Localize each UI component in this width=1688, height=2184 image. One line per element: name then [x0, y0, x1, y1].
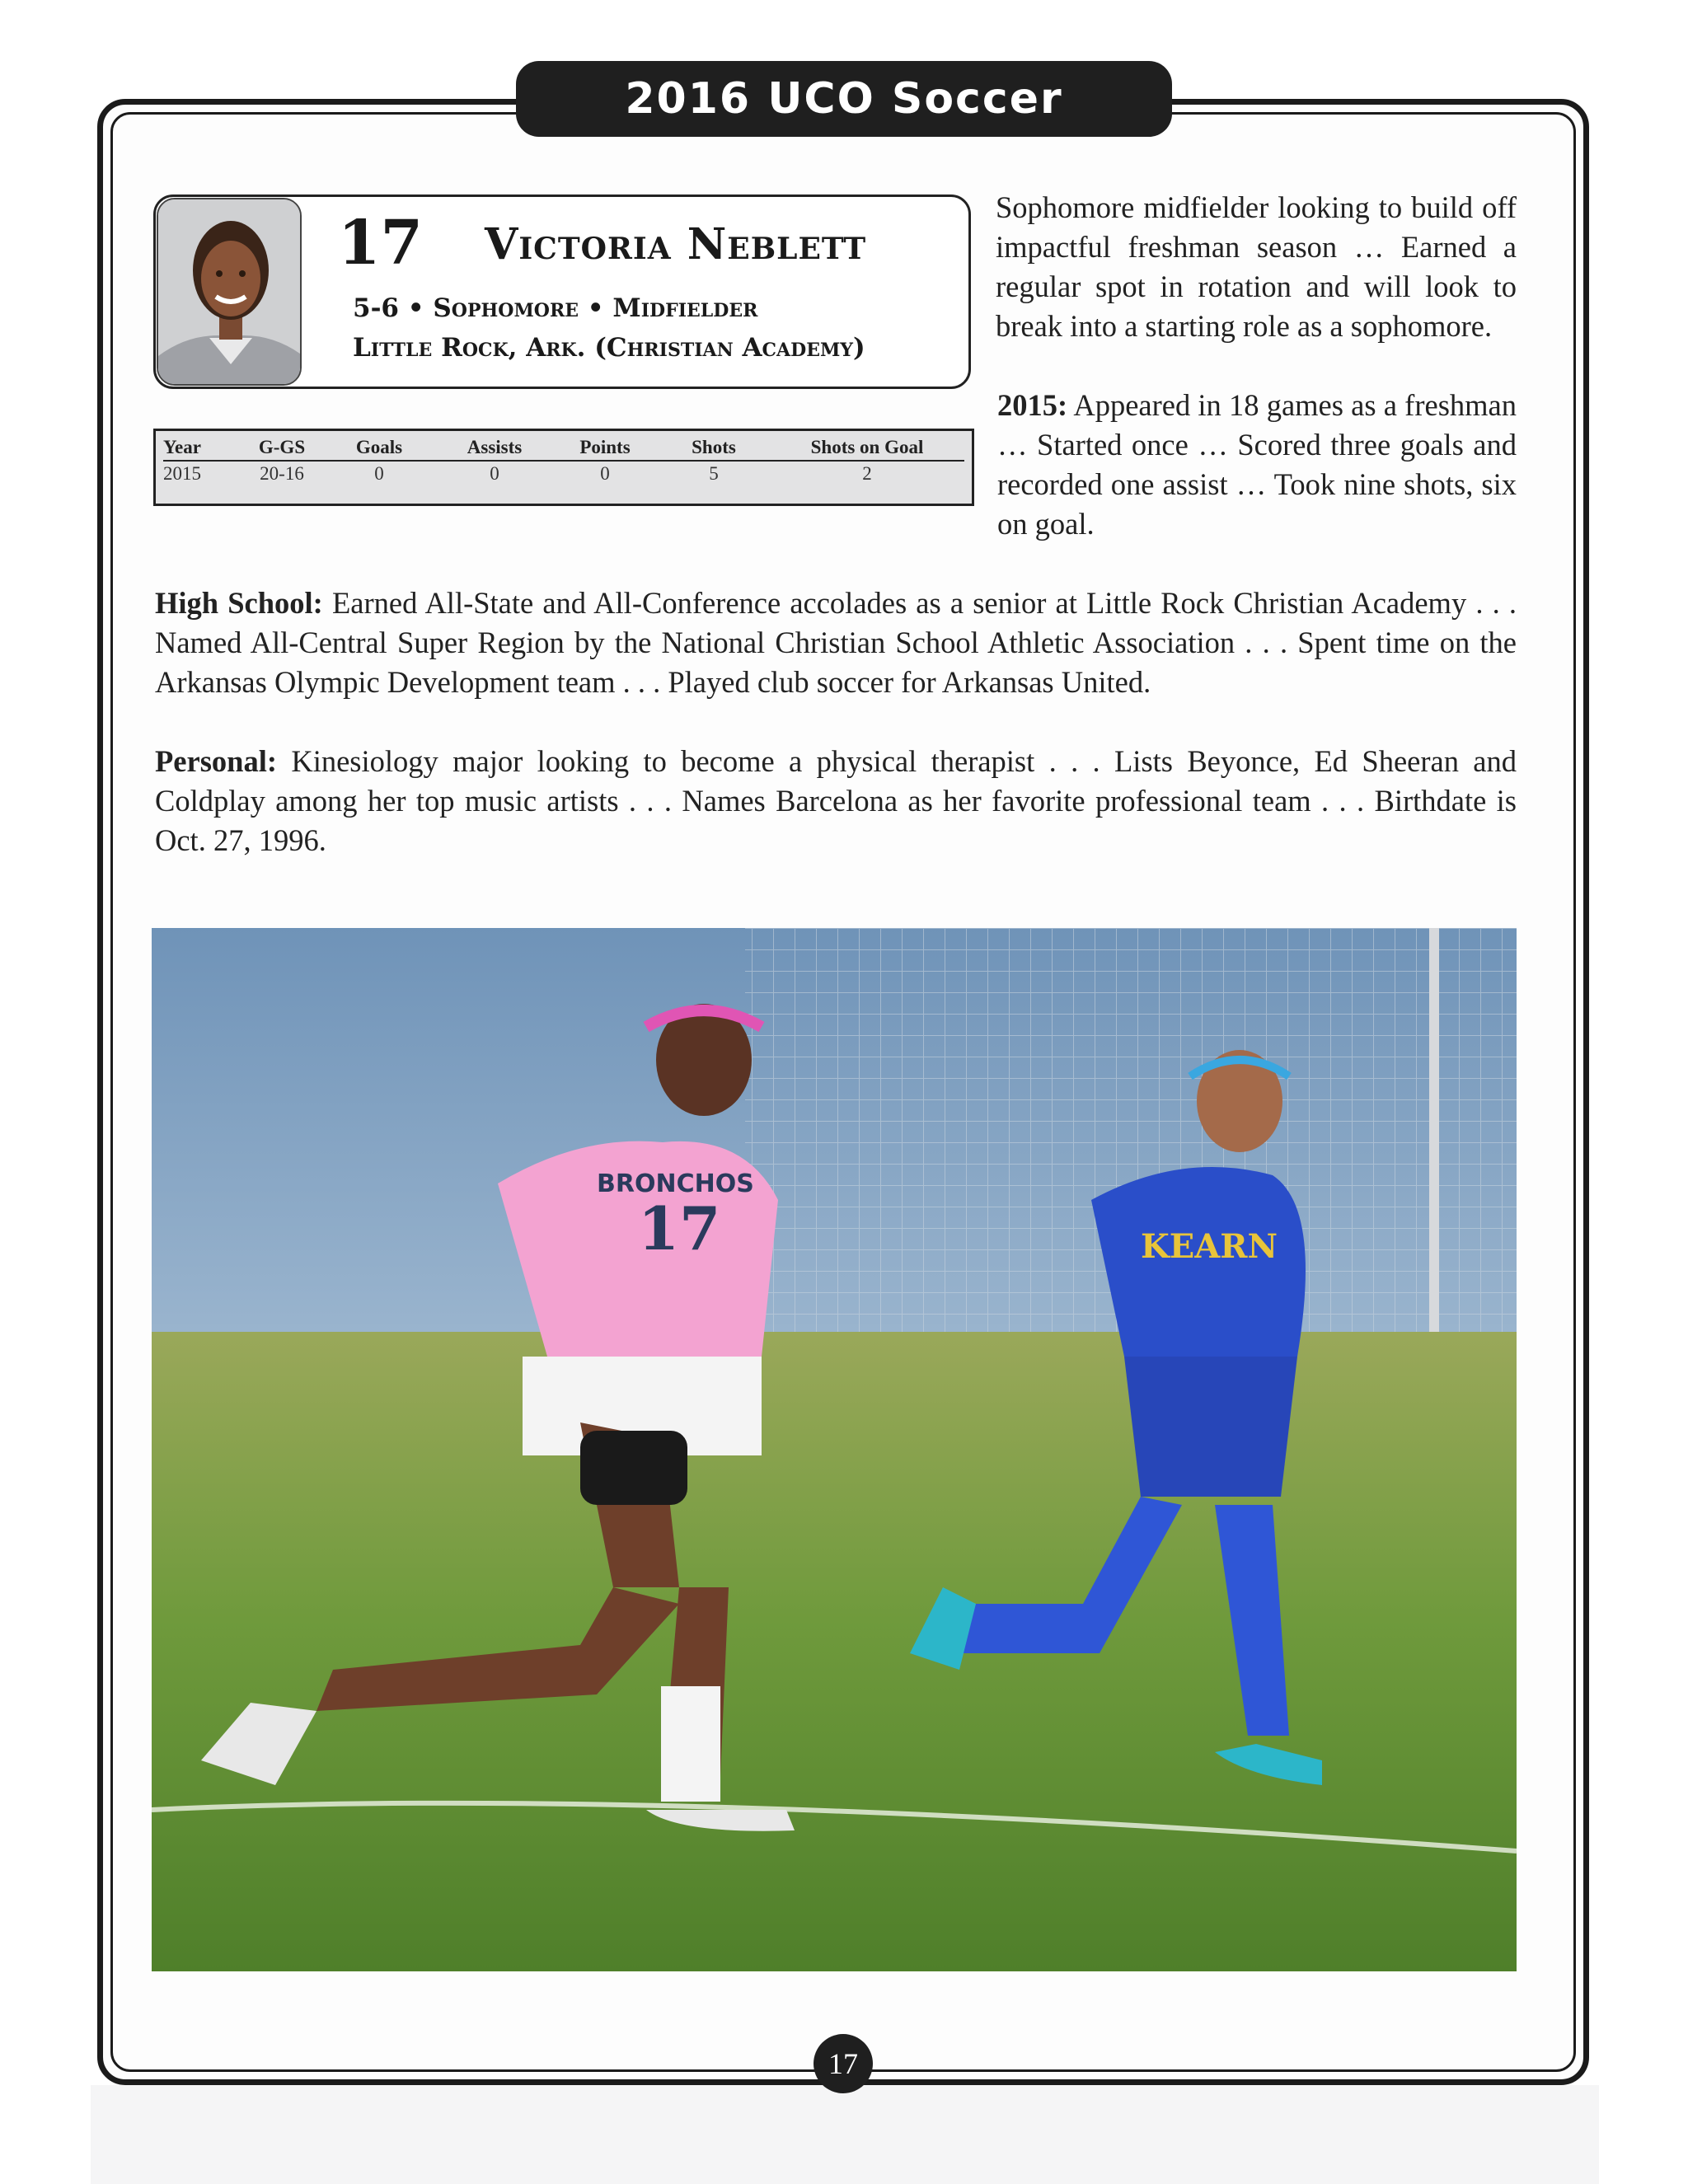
stats-cell: 5 [709, 463, 719, 484]
bio-personal [155, 742, 1517, 860]
stats-table [163, 435, 964, 485]
stats-header-cell: Shots on Goal [770, 435, 964, 461]
high-school-text: Earned All-State and All-Conference accolades as a senior at Little Rock Christian Academy . . . Named All-Central Super Region by the National Christian School Athletic Association . . . Spent time on the Arkansas Olympic Development team . . . Played club soccer for Arkansas United. [155, 586, 1517, 699]
player-headshot [157, 198, 302, 386]
personal-text: Kinesiology major looking to become a physical therapist . . . Lists Beyonce, Ed Sheeran and Coldplay among her top music artists . . . Names Barcelona as her favorite professional team . . . Birthdate is Oct. 27, 1996. [155, 744, 1517, 857]
bio-high-school [155, 583, 1517, 702]
page-header-title: 2016 UCO Soccer [625, 74, 1063, 124]
photo-jersey-number-left: 17 [638, 1193, 721, 1263]
stats-header-cell: Assists [437, 435, 552, 461]
page-bottom-shade [91, 2085, 1599, 2184]
player-name: Victoria Neblett [485, 219, 867, 269]
stats-header-cell: G-GS [242, 435, 321, 461]
season-text: Appeared in 18 games as a freshman … Started once … Scored three goals and recorded one assist … Took nine shots, six on goal. [997, 388, 1517, 541]
action-photo [152, 928, 1517, 1971]
stats-header-cell: Year [163, 435, 242, 461]
page-number: 17 [814, 2034, 873, 2093]
stats-header-cell: Goals [321, 435, 437, 461]
table-row [163, 461, 964, 485]
stats-cell: 0 [600, 463, 610, 484]
personal-label: Personal: [155, 744, 277, 778]
bio-season-2015 [997, 386, 1517, 544]
photo-jersey-text-left: BRONCHOS [597, 1169, 754, 1198]
bio-intro: Sophomore midfielder looking to build off impactful freshman season … Earned a regular spot in rotation and will look to break into a starting role as a sophomore. [996, 190, 1517, 343]
stats-cell: 2015 [163, 463, 201, 484]
stats-cell: 0 [490, 463, 499, 484]
season-label: 2015: [997, 388, 1068, 422]
stats-header-cell: Points [552, 435, 658, 461]
player-hometown: Little Rock, Ark. (Christian Academy) [353, 333, 865, 363]
jersey-number: 17 [338, 208, 423, 279]
stats-header-cell: Shots [658, 435, 770, 461]
header-banner [516, 61, 1172, 137]
high-school-label: High School: [155, 586, 323, 620]
stats-cell: 20-16 [260, 463, 304, 484]
player-details: 5-6 • Sophomore • Midfielder [353, 293, 758, 323]
stats-cell: 0 [374, 463, 384, 484]
photo-jersey-text-right: KEARN [1141, 1227, 1278, 1266]
stats-cell: 2 [862, 463, 872, 484]
stats-header-row [163, 435, 964, 461]
